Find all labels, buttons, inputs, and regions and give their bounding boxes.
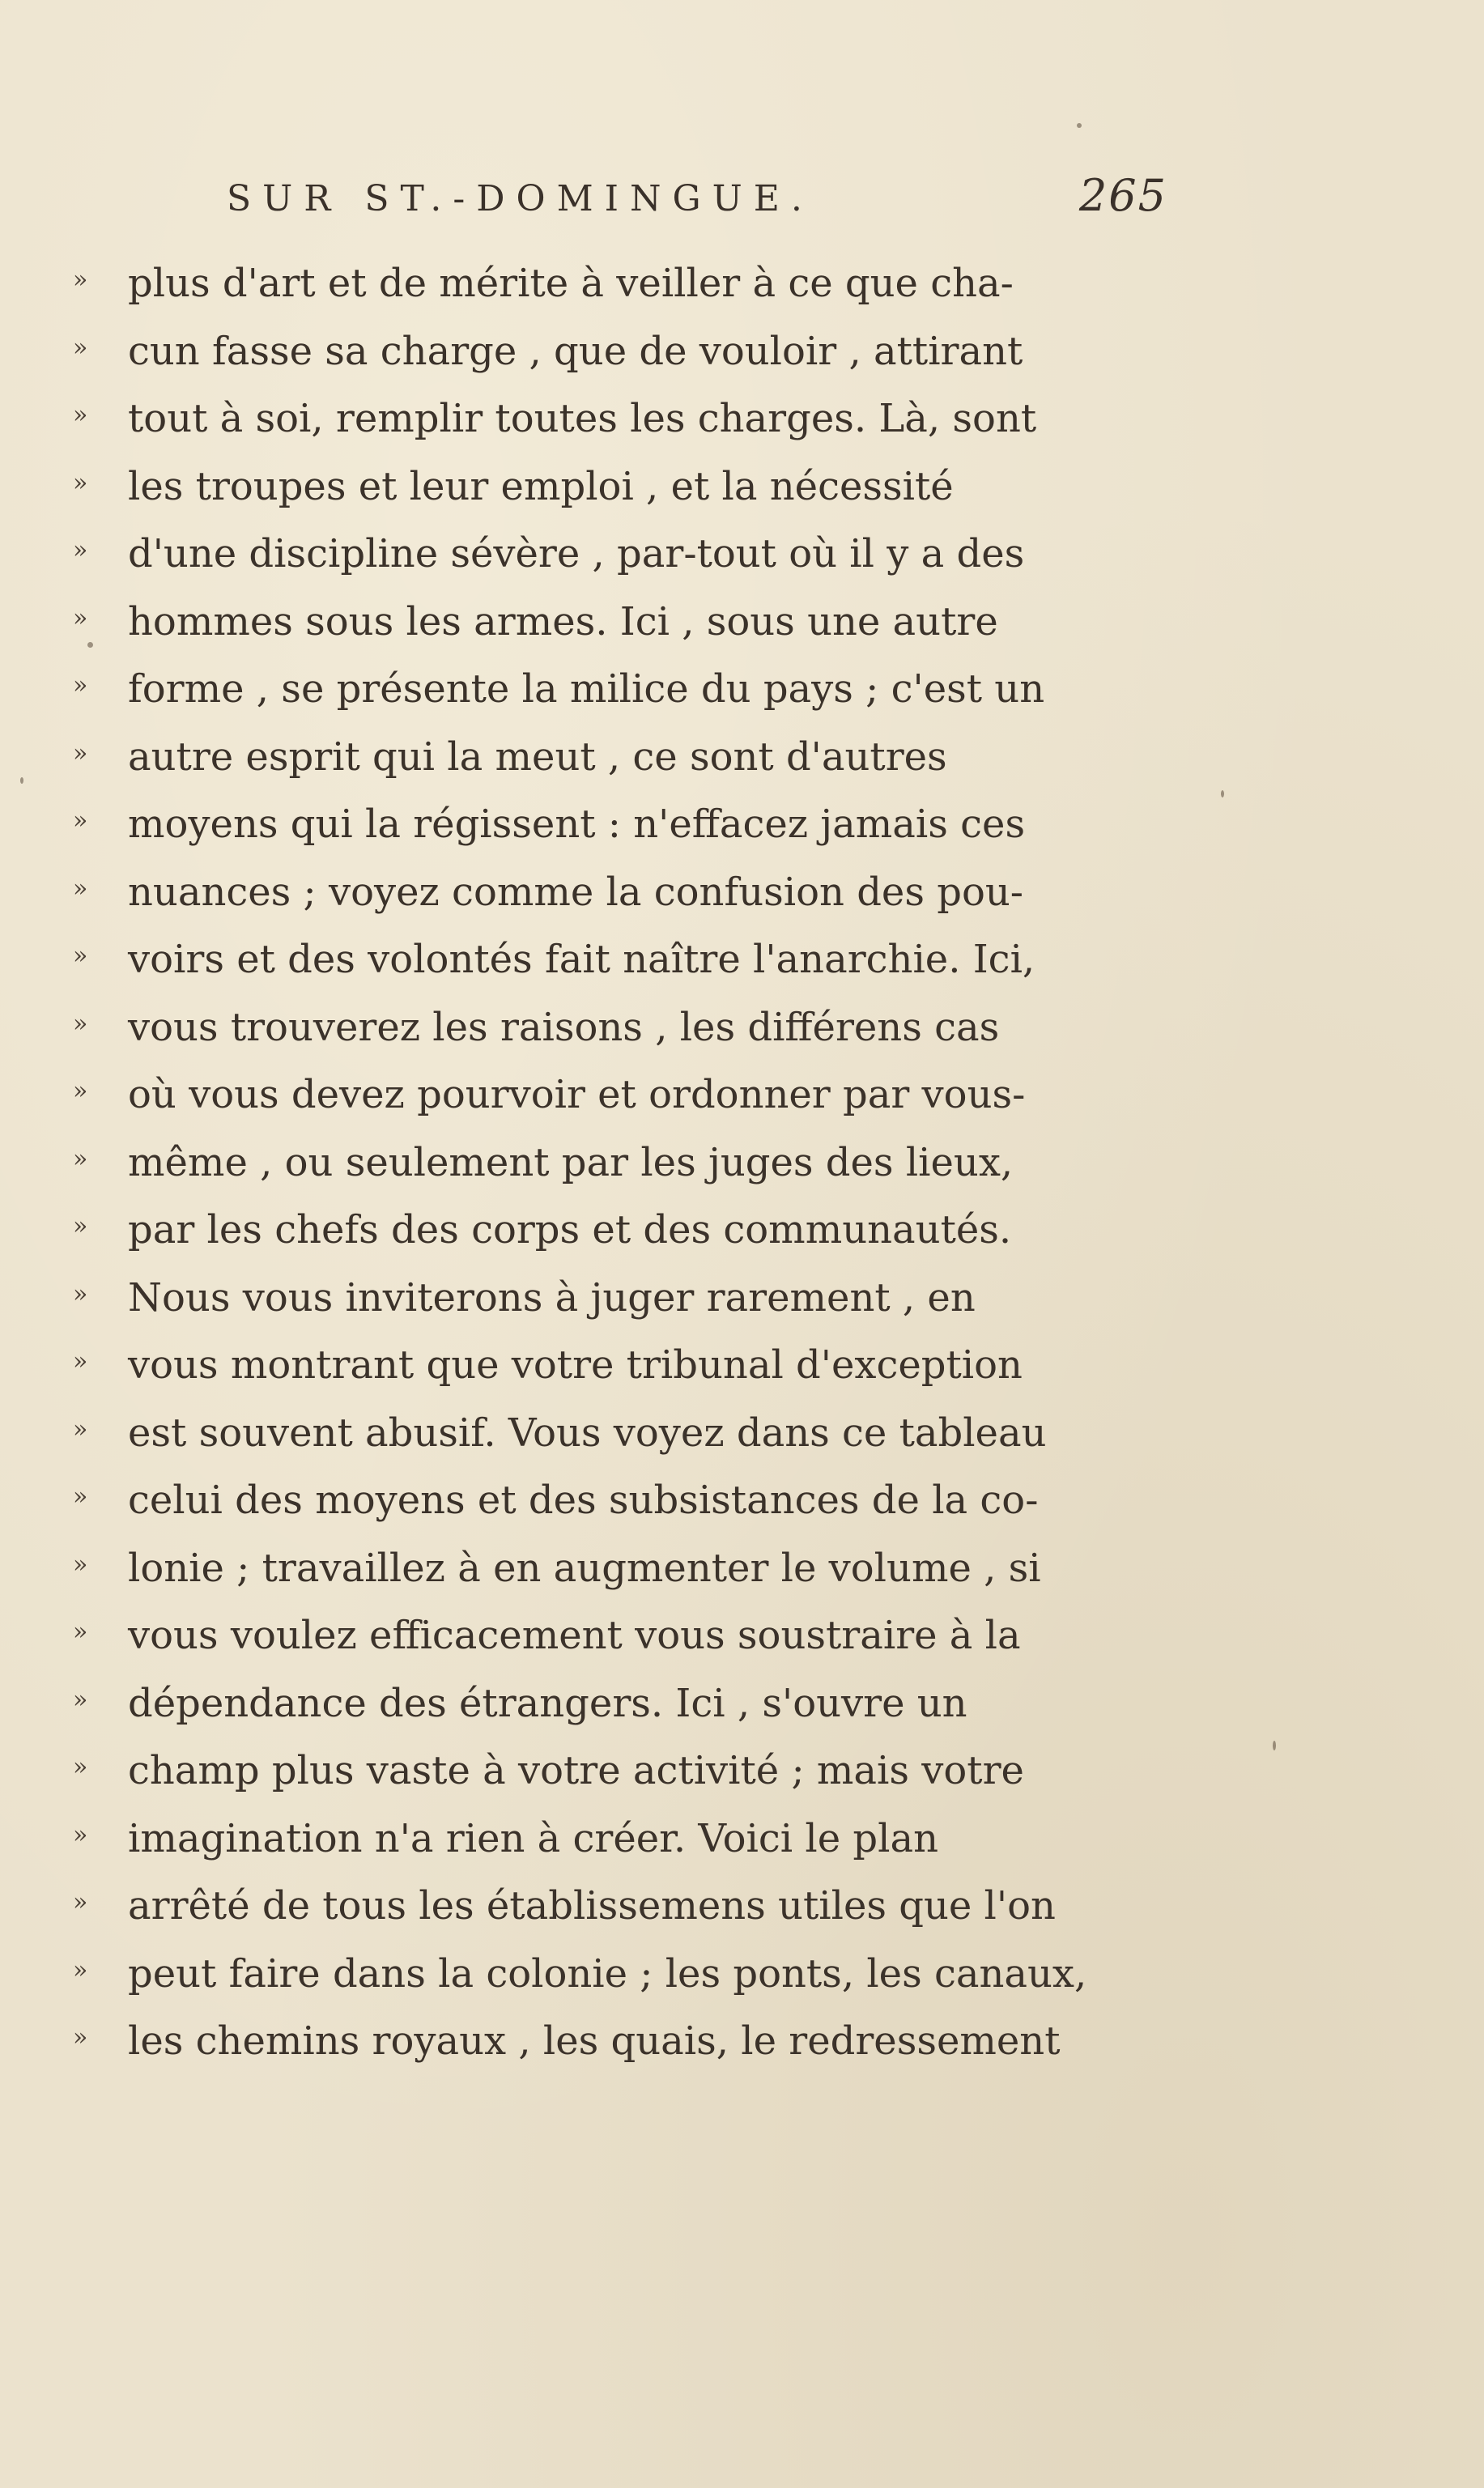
page-number: 265 xyxy=(1078,170,1167,221)
text-line xyxy=(73,1265,1206,1333)
text-line xyxy=(73,1873,1206,1941)
line-text: par les chefs des corps et des communautés. xyxy=(128,1207,1012,1253)
running-head: SUR ST.-DOMINGUE. xyxy=(227,178,814,219)
quote-mark: » xyxy=(73,1753,88,1781)
text-line xyxy=(73,1333,1206,1401)
text-line xyxy=(73,927,1206,995)
line-text: autre esprit qui la meut , ce sont d'autres xyxy=(128,734,947,780)
line-text: Nous vous inviterons à juger rarement , en xyxy=(128,1274,976,1321)
quote-mark: » xyxy=(73,333,88,362)
quote-mark: » xyxy=(73,1888,88,1916)
text-line xyxy=(73,1130,1206,1198)
page-header xyxy=(227,170,1190,235)
line-text: moyens qui la régissent : n'effacez jamais ces xyxy=(128,802,1026,847)
text-line xyxy=(73,251,1206,319)
line-text: vous voulez efficacement vous soustraire à la xyxy=(128,1613,1021,1658)
line-text: imagination n'a rien à créer. Voici le plan xyxy=(128,1815,938,1861)
text-line xyxy=(73,1062,1206,1130)
line-text: peut faire dans la colonie ; les ponts, les canaux, xyxy=(128,1950,1087,1997)
line-text: les chemins royaux , les quais, le redressement xyxy=(128,2018,1061,2064)
text-line xyxy=(73,454,1206,522)
quote-mark: » xyxy=(73,2023,88,2052)
line-text: tout à soi, remplir toutes les charges. Là, sont xyxy=(128,396,1037,441)
text-line xyxy=(73,860,1206,928)
line-text: vous trouverez les raisons , les différens cas xyxy=(128,1004,1000,1050)
quote-mark: » xyxy=(73,266,88,294)
quote-mark: » xyxy=(73,1347,88,1376)
quote-mark: » xyxy=(73,671,88,700)
line-text: forme , se présente la milice du pays ; c'est un xyxy=(128,666,1045,712)
text-line xyxy=(73,589,1206,657)
quote-mark: » xyxy=(73,806,88,835)
quote-mark: » xyxy=(73,1618,88,1646)
quote-mark: » xyxy=(73,468,88,497)
line-text: les troupes et leur emploi , et la nécessité xyxy=(128,463,954,509)
quote-mark: » xyxy=(73,1009,88,1038)
text-line xyxy=(73,792,1206,860)
line-text: dépendance des étrangers. Ici , s'ouvre un xyxy=(128,1680,967,1726)
paper-speck xyxy=(1221,790,1224,797)
line-text: plus d'art et de mérite à veiller à ce que cha- xyxy=(128,261,1014,306)
text-line xyxy=(73,319,1206,387)
line-text: hommes sous les armes. Ici , sous une autre xyxy=(128,598,998,644)
text-line xyxy=(73,1941,1206,2010)
quote-mark: » xyxy=(73,1685,88,1714)
text-line xyxy=(73,725,1206,793)
line-text: où vous devez pourvoir et ordonner par vous- xyxy=(128,1072,1026,1117)
quote-mark: » xyxy=(73,1482,88,1511)
line-text: lonie ; travaillez à en augmenter le volume , si xyxy=(128,1545,1041,1591)
text-line xyxy=(73,1468,1206,1536)
quote-mark: » xyxy=(73,1414,88,1444)
body-text xyxy=(73,251,1206,2077)
text-line xyxy=(73,1401,1206,1469)
text-line xyxy=(73,2009,1206,2077)
quote-mark: » xyxy=(73,942,88,970)
line-text: vous montrant que votre tribunal d'exception xyxy=(128,1342,1023,1388)
text-line xyxy=(73,1603,1206,1671)
quote-mark: » xyxy=(73,603,88,632)
quote-mark: » xyxy=(73,1212,88,1240)
quote-mark: » xyxy=(73,1955,88,1984)
line-text: celui des moyens et des subsistances de la co- xyxy=(128,1478,1039,1523)
line-text: est souvent abusif. Vous voyez dans ce tableau xyxy=(128,1410,1047,1456)
quote-mark: » xyxy=(73,401,88,429)
quote-mark: » xyxy=(73,1550,88,1579)
quote-mark: » xyxy=(73,1077,88,1105)
quote-mark: » xyxy=(73,1279,88,1308)
quote-mark: » xyxy=(73,1144,88,1173)
paper-speck xyxy=(1077,123,1082,128)
quote-mark: » xyxy=(73,536,88,564)
line-text: cun fasse sa charge , que de vouloir , attirant xyxy=(128,328,1023,374)
text-line xyxy=(73,995,1206,1063)
text-line xyxy=(73,657,1206,725)
line-text: champ plus vaste à votre activité ; mais votre xyxy=(128,1748,1024,1793)
paper-speck xyxy=(20,777,23,784)
paper-speck xyxy=(1273,1741,1276,1750)
text-line xyxy=(73,1738,1206,1806)
quote-mark: » xyxy=(73,738,88,768)
text-line xyxy=(73,1671,1206,1739)
line-text: nuances ; voyez comme la confusion des pou- xyxy=(128,869,1023,915)
line-text: voirs et des volontés fait naître l'anarchie. Ici, xyxy=(128,937,1035,982)
text-line xyxy=(73,1536,1206,1604)
line-text: arrêté de tous les établissemens utiles que l'on xyxy=(128,1883,1056,1929)
line-text: même , ou seulement par les juges des lieux, xyxy=(128,1139,1014,1185)
text-line xyxy=(73,1197,1206,1265)
quote-mark: » xyxy=(73,1820,88,1849)
text-line xyxy=(73,1806,1206,1874)
line-text: d'une discipline sévère , par-tout où il y a des xyxy=(128,531,1025,576)
quote-mark: » xyxy=(73,874,88,903)
text-line xyxy=(73,386,1206,454)
text-line xyxy=(73,521,1206,589)
